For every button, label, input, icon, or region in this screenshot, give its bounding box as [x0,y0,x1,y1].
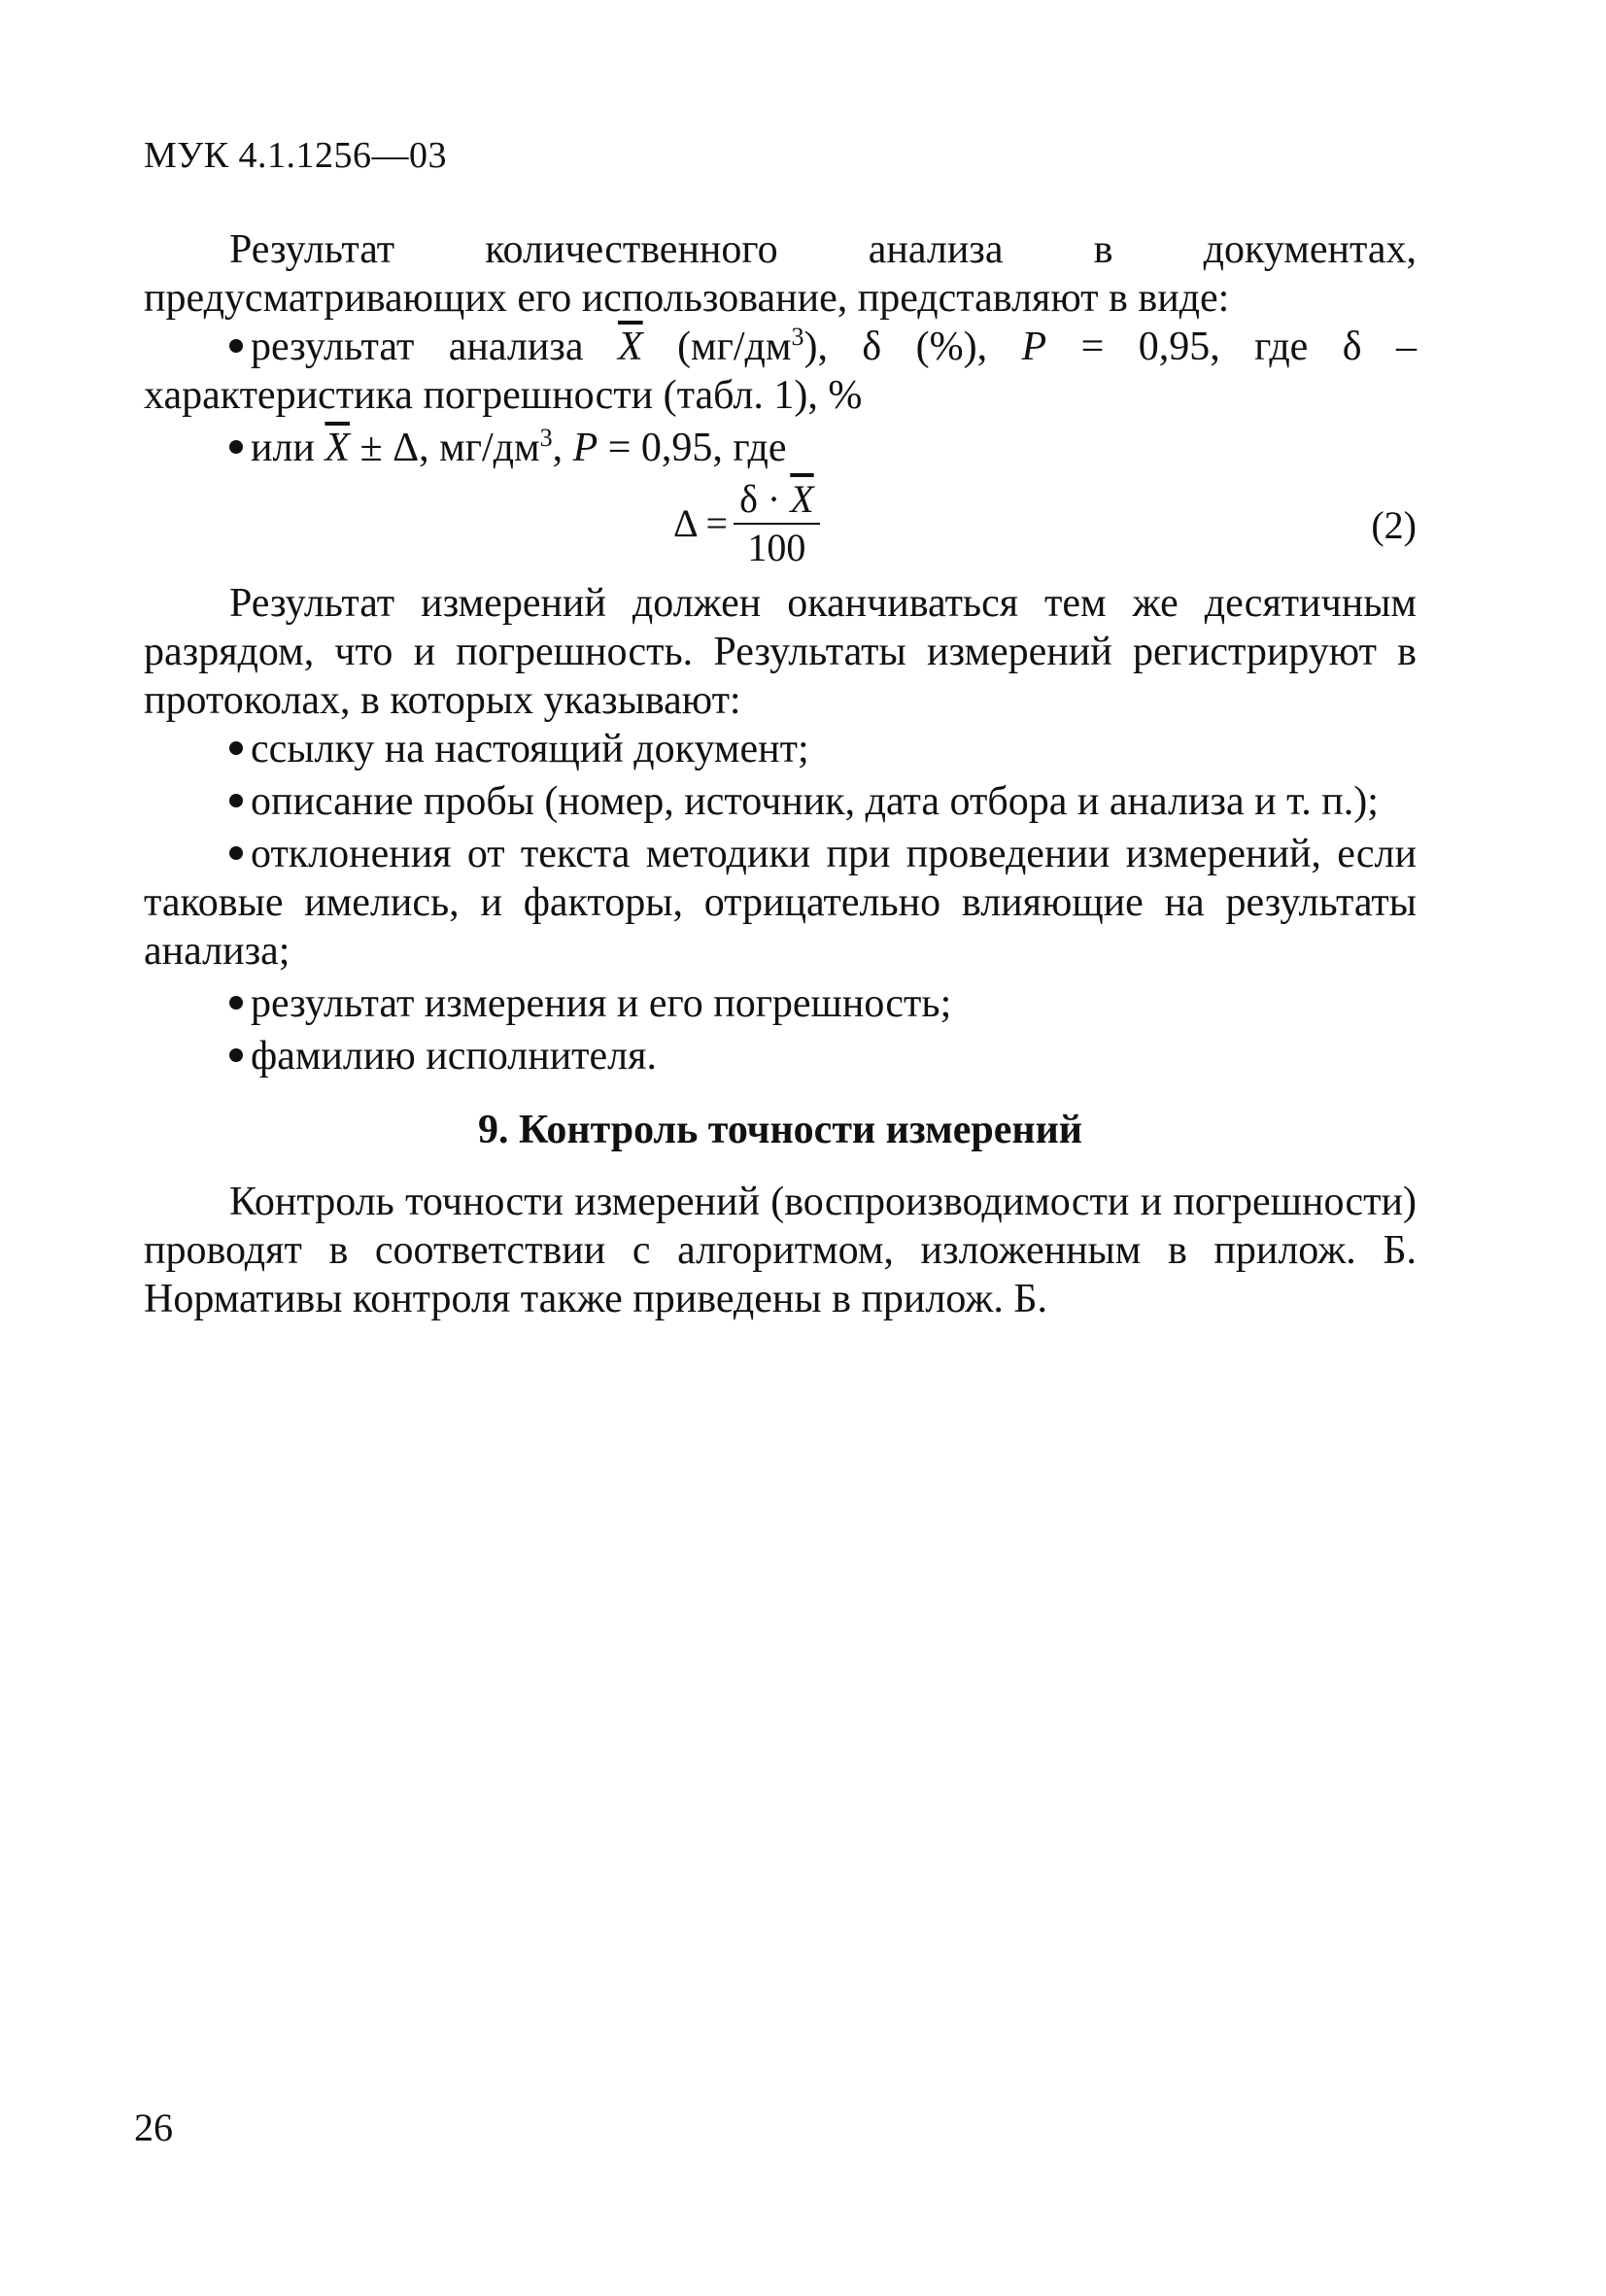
formula-numerator: $\delta \cdot \overline{X}$ [734,478,820,525]
protocol-item: отклонения от текста методики при проведении измерений, если таковые имелись, и факторы, отрицательно влияющие на результаты анализа; [144,832,1417,974]
formula-number: (2) [1371,503,1417,547]
x-bar-symbol: $\overline{X}$ [325,426,351,470]
protocol-item: результат измерения и его погрешность; [144,979,1417,1028]
page-number: 26 [134,2106,173,2149]
page-content [144,225,1417,1323]
bullet-icon [229,440,243,454]
formula-denominator: 100 [747,526,806,569]
protocol-item: фамилию исполнителя. [144,1032,1417,1080]
section-paragraph: Контроль точности измерений (воспроизводимости и погрешности) проводят в соответствии с алгоритмом, изложенным в прилож. Б. Нормативы контроля также приведены в прилож. Б. [144,1180,1417,1321]
document-code-header: МУК 4.1.1256—03 [144,135,448,176]
delta-formula [673,478,820,569]
intro-paragraph: Результат количественного анализа в документах, предусматривающих его использование, представляют в виде: [144,227,1417,321]
bullet-icon [229,1048,243,1062]
protocol-item: описание пробы (номер, источник, дата отбора и анализа и т. п.); [144,777,1417,826]
section-heading: 9. Контроль точности измерений [478,1108,1082,1152]
result-form-item: или $\overline{X} \pm \Delta$, $мг/дм^3$, P = 0,95, где [144,424,1417,472]
bullet-icon [229,339,243,353]
protocol-items-list [144,725,1417,1080]
bullet-icon [229,996,243,1010]
x-bar-symbol: $\overline{X}$ [617,325,643,369]
x-bar-symbol: $\overline{X}$ [790,477,814,521]
formula-block [144,478,1417,571]
result-form-item: результат анализа $\overline{X}$ $(мг/дм^3)$, δ (%), P = 0,95, где δ – характеристика погрешности (табл. 1), % [144,323,1417,418]
formula-lhs: Δ = [673,501,729,545]
result-forms-list [144,323,1417,472]
formula-fraction [734,478,820,569]
bullet-icon [229,794,243,807]
bullet-icon [229,741,243,755]
results-paragraph: Результат измерений должен оканчиваться тем же десятичным разрядом, что и погрешность. Результаты измерений регистрируют в протоколах, в которых указывают: [144,581,1417,723]
bullet-icon [229,846,243,860]
protocol-item: ссылку на настоящий документ; [144,725,1417,773]
